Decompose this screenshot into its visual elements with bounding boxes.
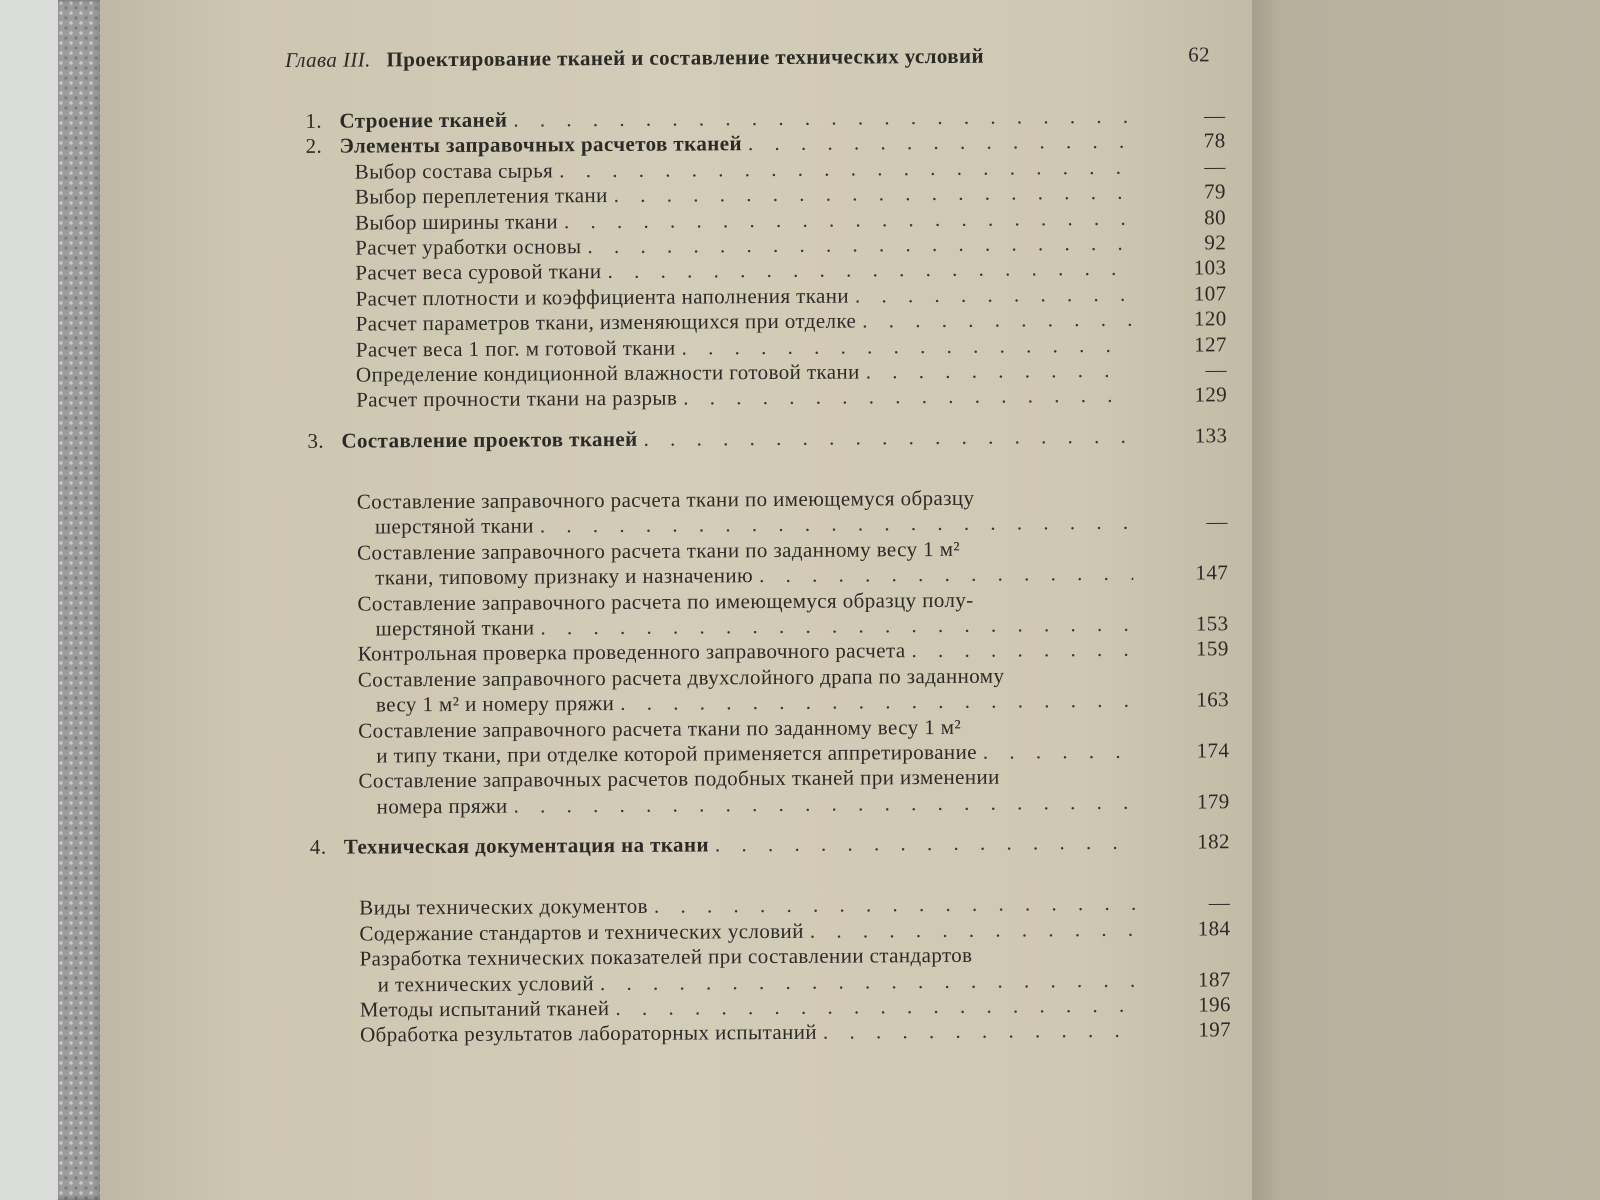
toc-item-text: шерстяной ткани [375, 615, 535, 641]
toc-item-text: Определение кондиционной влажности готовой ткани [355, 359, 860, 387]
toc-section [307, 423, 1228, 455]
toc-item [359, 1017, 1232, 1049]
section-page: 182 [1197, 829, 1230, 854]
toc-item-text: Виды технических документов [359, 894, 649, 920]
chapter-label: Глава III. [285, 47, 371, 72]
toc-item-text: Методы испытаний тканей [359, 995, 610, 1022]
toc-item-page: 196 [1198, 992, 1231, 1017]
toc-item-page: — [1205, 357, 1228, 382]
toc-section [309, 829, 1230, 861]
section-page: 133 [1194, 423, 1228, 448]
toc-item-text: Расчет уработки основы [355, 234, 582, 260]
toc-item-text: Составление заправочных расчетов подобных тканей при изменении [358, 765, 1000, 793]
facing-page [1252, 0, 1600, 1200]
chapter-heading [285, 42, 1211, 74]
toc-item-page: 147 [1195, 560, 1229, 585]
toc-item-text: Расчет веса 1 пог. м готовой ткани [355, 335, 676, 362]
toc-item-page: 80 [1204, 204, 1227, 229]
book-binding [58, 0, 104, 1200]
section-number: 1. [305, 108, 323, 133]
toc-item-page: 79 [1204, 179, 1226, 204]
section-title: Элементы заправочных расчетов тканей [339, 131, 742, 159]
chapter-title: Проектирование тканей и составление технических условий [386, 43, 985, 72]
toc-item-text: Составление заправочного расчета ткани по заданному весу 1 м² [357, 536, 961, 565]
section-number: 4. [309, 835, 327, 860]
section-title: Составление проектов тканей [341, 426, 638, 453]
toc-item-text: Выбор состава сырья [354, 158, 554, 184]
toc-item-text: Выбор ширины ткани [354, 208, 558, 235]
toc-item-text: и типу ткани, при отделке которой применяется аппретирование [376, 739, 977, 768]
toc-item-text: Расчет веса суровой ткани [355, 259, 602, 285]
toc-item-page: 127 [1194, 331, 1227, 356]
toc-item-page: 129 [1194, 382, 1228, 407]
section-title: Строение тканей [339, 107, 508, 133]
section-number: 3. [307, 428, 325, 453]
toc-item-page: — [1204, 154, 1226, 179]
toc-item-text: Составление заправочного расчета ткани по заданному весу 1 м² [358, 714, 962, 743]
toc-item-page: 187 [1197, 966, 1231, 991]
toc-item-text: и технических условий [377, 970, 594, 996]
toc-item [376, 788, 1230, 821]
toc-item-page: 159 [1195, 636, 1229, 661]
toc-item-page: 197 [1198, 1017, 1232, 1042]
toc-item-text: ткани, типовому признаку и назначению [375, 563, 754, 590]
toc-item-page: 153 [1195, 611, 1229, 636]
toc-item-page: — [1206, 509, 1228, 534]
toc-item-page: 92 [1204, 230, 1227, 255]
section-page: 78 [1203, 128, 1226, 153]
toc-item-text: Расчет параметров ткани, изменяющихся при отделке [355, 308, 857, 336]
toc-item-text: весу 1 м² и номеру пряжи [375, 691, 615, 717]
toc-item-text: Составление заправочного расчета ткани по имеющемуся образцу [356, 485, 975, 514]
toc-item-page: 107 [1193, 281, 1227, 306]
toc-item-text: Контрольная проверка проведенного заправочного расчета [357, 638, 906, 666]
toc-item-text: Составление заправочного расчета двухслойного драпа по заданному [357, 663, 1005, 692]
section-number: 2. [305, 134, 323, 159]
toc-item-page: — [1208, 890, 1231, 915]
toc-item-page: 174 [1196, 738, 1230, 763]
toc-item-text: Разработка технических показателей при составлении стандартов [359, 942, 973, 971]
toc-item-page: 179 [1196, 788, 1230, 814]
toc-item-text: Расчет плотности и коэффициента наполнения ткани [355, 283, 850, 311]
chapter-page: 62 [1188, 42, 1211, 67]
section-page: — [1203, 103, 1226, 128]
toc-item-text: шерстяной ткани [374, 513, 534, 539]
toc-item-page: 163 [1196, 687, 1230, 712]
section-title: Техническая документация на ткани [343, 832, 709, 860]
toc-item-page: 103 [1193, 255, 1227, 280]
toc-item-page: 184 [1197, 915, 1231, 941]
toc-item-text: Расчет прочности ткани на разрыв [356, 385, 678, 412]
toc-item-page: 120 [1193, 306, 1227, 331]
toc-item-text: Обработка результатов лабораторных испытаний [359, 1020, 818, 1047]
toc-item-text: номера пряжи [376, 793, 508, 819]
toc-item-text: Содержание стандартов и технических условий [359, 918, 804, 946]
toc-item-text: Составление заправочного расчета по имеющемуся образцу полу- [357, 587, 974, 616]
toc-item-text: Выбор переплетения ткани [354, 183, 608, 209]
toc-item [356, 382, 1228, 414]
